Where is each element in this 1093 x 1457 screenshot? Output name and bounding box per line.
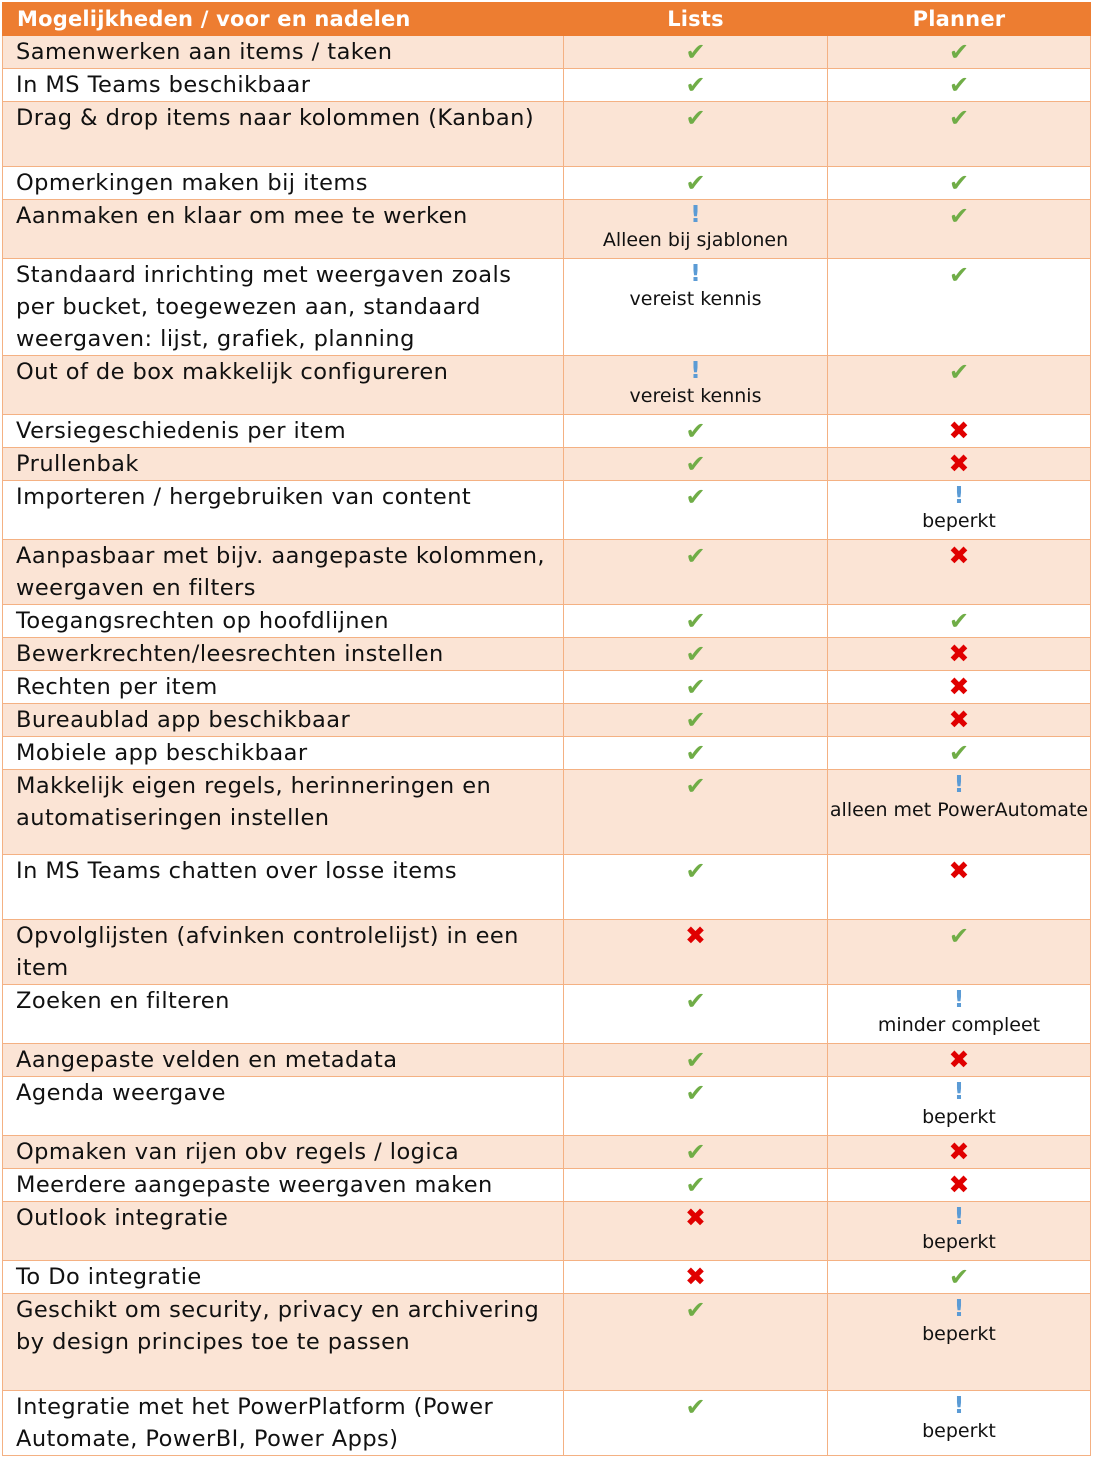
lists-cell [564,1077,828,1136]
lists-cell [564,1044,828,1077]
table-row [3,540,1091,605]
lists-cell [564,1261,828,1294]
lists-cell [564,1169,828,1202]
planner-cell [828,540,1091,605]
exclamation-icon: ! [953,483,965,509]
check-icon: ✔ [948,38,970,66]
table-row [3,737,1091,770]
check-icon: ✔ [685,706,706,734]
lists-note: vereist kennis [629,288,762,310]
table-row [3,36,1091,69]
table-row [3,985,1091,1044]
planner-cell [828,481,1091,540]
table-row [3,448,1091,481]
table-row [3,1136,1091,1169]
feature-label: Geschikt om security, privacy en archivering by design principes toe te passen [3,1294,564,1391]
feature-label: Opmaken van rijen obv regels / logica [3,1136,564,1169]
feature-label: Agenda weergave [3,1077,564,1136]
feature-label: Drag & drop items naar kolommen (Kanban) [3,102,564,167]
lists-note: Alleen bij sjablonen [602,229,789,251]
feature-label: Mobiele app beschikbaar [3,737,564,770]
check-icon: ✔ [948,104,970,132]
cross-icon: ✖ [948,1170,970,1199]
planner-cell [828,1077,1091,1136]
cross-icon: ✖ [685,1262,706,1291]
lists-cell [564,259,828,356]
planner-cell [828,1169,1091,1202]
feature-label: Standaard inrichting met weergaven zoals per bucket, toegewezen aan, standaard weergaven: lijst, grafiek, planning [3,259,564,356]
planner-cell [828,737,1091,770]
table-row [3,415,1091,448]
lists-cell [564,920,828,985]
table-row [3,1044,1091,1077]
comparison-table [2,2,1091,1456]
feature-label: Versiegeschiedenis per item [3,415,564,448]
table-row [3,638,1091,671]
cross-icon: ✖ [948,672,970,701]
exclamation-icon: ! [953,987,965,1013]
lists-cell [564,737,828,770]
lists-cell [564,415,828,448]
check-icon: ✔ [685,542,706,570]
lists-cell [564,448,828,481]
lists-cell [564,356,828,415]
cross-icon: ✖ [948,856,970,885]
planner-cell [828,356,1091,415]
cross-icon: ✖ [948,541,970,570]
table-row [3,356,1091,415]
planner-cell [828,638,1091,671]
feature-label: Aangepaste velden en metadata [3,1044,564,1077]
planner-cell [828,855,1091,920]
planner-note: beperkt [922,1420,996,1442]
planner-cell [828,770,1091,855]
planner-cell [828,671,1091,704]
feature-column-header: Mogelijkheden / voor en nadelen [3,3,564,36]
feature-label: Bewerkrechten/leesrechten instellen [3,638,564,671]
planner-cell [828,1294,1091,1391]
check-icon: ✔ [685,772,706,800]
check-icon: ✔ [685,857,706,885]
planner-cell [828,448,1091,481]
check-icon: ✔ [948,922,970,950]
planner-cell [828,36,1091,69]
cross-icon: ✖ [948,1045,970,1074]
planner-note: minder compleet [877,1014,1041,1036]
lists-cell [564,1136,828,1169]
planner-cell [828,985,1091,1044]
planner-cell [828,1202,1091,1261]
table-row [3,671,1091,704]
lists-cell [564,540,828,605]
lists-cell [564,1202,828,1261]
lists-cell [564,1391,828,1456]
check-icon: ✔ [685,38,706,66]
feature-label: Aanpasbaar met bijv. aangepaste kolommen, weergaven en filters [3,540,564,605]
exclamation-icon: ! [953,1296,965,1322]
lists-cell [564,1294,828,1391]
table-row [3,259,1091,356]
table-row [3,704,1091,737]
planner-cell [828,1391,1091,1456]
cross-icon: ✖ [948,639,970,668]
cross-icon: ✖ [948,449,970,478]
table-row [3,1077,1091,1136]
table-row [3,481,1091,540]
lists-cell [564,855,828,920]
table-row [3,1169,1091,1202]
lists-cell [564,481,828,540]
feature-label: Prullenbak [3,448,564,481]
table-row [3,605,1091,638]
planner-cell [828,1044,1091,1077]
check-icon: ✔ [948,1263,970,1291]
check-icon: ✔ [685,607,706,635]
lists-cell [564,671,828,704]
planner-cell [828,200,1091,259]
exclamation-icon: ! [690,261,701,287]
table-row [3,1391,1091,1456]
check-icon: ✔ [948,607,970,635]
check-icon: ✔ [685,1079,706,1107]
feature-label: Makkelijk eigen regels, herinneringen en automatiseringen instellen [3,770,564,855]
feature-label: Integratie met het PowerPlatform (Power Automate, PowerBI, Power Apps) [3,1391,564,1456]
feature-label: Importeren / hergebruiken van content [3,481,564,540]
planner-column-header: Planner [828,3,1091,36]
lists-cell [564,770,828,855]
planner-cell [828,259,1091,356]
lists-cell [564,605,828,638]
check-icon: ✔ [685,1138,706,1166]
lists-cell [564,36,828,69]
lists-cell [564,638,828,671]
check-icon: ✔ [685,169,706,197]
cross-icon: ✖ [948,416,970,445]
table-row [3,1294,1091,1391]
feature-label: Opvolglijsten (afvinken controlelijst) in een item [3,920,564,985]
check-icon: ✔ [685,987,706,1015]
check-icon: ✔ [685,1171,706,1199]
check-icon: ✔ [948,169,970,197]
planner-cell [828,1136,1091,1169]
planner-note: beperkt [922,1231,996,1253]
feature-label: In MS Teams beschikbaar [3,69,564,102]
check-icon: ✔ [685,483,706,511]
check-icon: ✔ [685,1046,706,1074]
feature-label: Zoeken en filteren [3,985,564,1044]
exclamation-icon: ! [953,1079,965,1105]
check-icon: ✔ [685,673,706,701]
cross-icon: ✖ [685,921,706,950]
table-row [3,920,1091,985]
table-row [3,855,1091,920]
check-icon: ✔ [948,739,970,767]
lists-cell [564,167,828,200]
check-icon: ✔ [948,261,970,289]
table-row [3,102,1091,167]
lists-note: vereist kennis [629,385,762,407]
planner-cell [828,102,1091,167]
planner-note: beperkt [922,1106,996,1128]
feature-label: To Do integratie [3,1261,564,1294]
cross-icon: ✖ [948,705,970,734]
feature-label: Samenwerken aan items / taken [3,36,564,69]
feature-label: Meerdere aangepaste weergaven maken [3,1169,564,1202]
planner-cell [828,167,1091,200]
table-row [3,770,1091,855]
lists-cell [564,985,828,1044]
lists-cell [564,200,828,259]
check-icon: ✔ [685,104,706,132]
feature-label: Aanmaken en klaar om mee te werken [3,200,564,259]
planner-cell [828,415,1091,448]
header-row [3,3,1091,36]
planner-cell [828,69,1091,102]
exclamation-icon: ! [953,1204,965,1230]
check-icon: ✔ [685,1296,706,1324]
planner-note: beperkt [922,510,996,532]
feature-label: Outlook integratie [3,1202,564,1261]
feature-label: Out of de box makkelijk configureren [3,356,564,415]
check-icon: ✔ [685,71,706,99]
planner-cell [828,605,1091,638]
cross-icon: ✖ [685,1203,706,1232]
cross-icon: ✖ [948,1137,970,1166]
check-icon: ✔ [685,640,706,668]
check-icon: ✔ [948,71,970,99]
check-icon: ✔ [948,202,970,230]
planner-cell [828,704,1091,737]
check-icon: ✔ [685,739,706,767]
table-row [3,69,1091,102]
check-icon: ✔ [685,417,706,445]
planner-note: beperkt [922,1323,996,1345]
exclamation-icon: ! [953,772,965,798]
lists-cell [564,102,828,167]
lists-cell [564,69,828,102]
feature-label: Opmerkingen maken bij items [3,167,564,200]
feature-label: Bureaublad app beschikbaar [3,704,564,737]
table-row [3,1261,1091,1294]
planner-note: alleen met PowerAutomate [829,799,1089,821]
lists-cell [564,704,828,737]
check-icon: ✔ [948,358,970,386]
table-row [3,167,1091,200]
check-icon: ✔ [685,1393,706,1421]
feature-label: In MS Teams chatten over losse items [3,855,564,920]
exclamation-icon: ! [953,1393,965,1419]
planner-cell [828,1261,1091,1294]
feature-label: Toegangsrechten op hoofdlijnen [3,605,564,638]
lists-column-header: Lists [564,3,828,36]
check-icon: ✔ [685,450,706,478]
planner-cell [828,920,1091,985]
exclamation-icon: ! [690,202,701,228]
table-row [3,200,1091,259]
feature-label: Rechten per item [3,671,564,704]
exclamation-icon: ! [690,358,701,384]
table-row [3,1202,1091,1261]
